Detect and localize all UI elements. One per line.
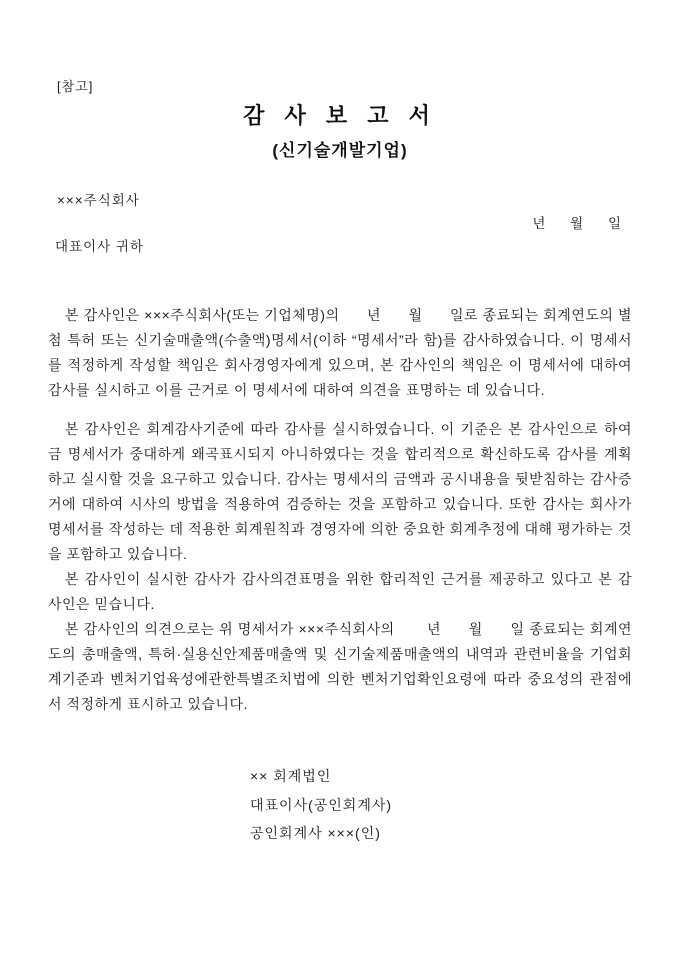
audit-paragraph-basis: 본 감사인이 실시한 감사가 감사의견표명을 위한 합리적인 근거를 제공하고 있다고 본 감사인은 믿습니다. (48, 571, 632, 612)
audit-paragraph-opinion: 본 감사인의 의견으로는 위 명세서가 ×××주식회사의 년 월 일 종료되는 회계연도의 총매출액, 특허·실용신안제품매출액 및 신기술제품매출액의 내역과 관련비율을 기업회계기준과 벤처기업육성에관한특별조치법에 의한 벤처기업확인요령에 따라 중요성의 관점에서 적정하게 표시하고 있습니다. (48, 621, 632, 712)
audit-paragraph-standards: 본 감사인은 회계감사기준에 따라 감사를 실시하였습니다. 이 기준은 본 감사인으로 하여금 명세서가 중대하게 왜곡표시되지 아니하였다는 것을 합리적으로 확신하도록 감사를 계획하고 실시할 것을 요구하고 있습니다. 감사는 명세서의 금액과 공시내용을 뒷받침하는 감사증거에 대하여 시사의 방법을 적용하여 검증하는 것을 포함하고 있습니다. 또한 감사는 회사가 명세서를 작성하는 데 적용한 회계원칙과 경영자에 의한 중요한 회계추정에 대해 평가하는 것을 포함하고 있습니다. (48, 421, 632, 562)
date-line: 년 월 일 (532, 216, 622, 231)
signature-accountant: 공인회계사 ×××(인) (250, 825, 381, 841)
company-name: ×××주식회사 (57, 193, 140, 208)
document-subtitle: (신기술개발기업) (272, 141, 408, 160)
recipient-line: 대표이사 귀하 (55, 239, 144, 254)
audit-paragraph-scope: 본 감사인은 ×××주식회사(또는 기업체명)의 년 월 일로 종료되는 회계연도의 별첨 특허 또는 신기술매출액(수출액)명세서(이하 “명세서”라 함)를 감사하였습니다. 이 명세서를 적정하게 작성할 책임은 회사경영자에게 있으며, 본 감사인의 책임은 이 명세서에 대하여 감사를 실시하고 이를 근거로 이 명세서에 대하여 의견을 표명하는 데 있습니다. (48, 307, 632, 398)
report-body (48, 303, 632, 717)
reference-note: [참고] (57, 79, 94, 94)
document-title: 감 사 보 고 서 (243, 103, 437, 128)
signature-firm: ×× 회계법인 (250, 768, 332, 784)
signature-representative: 대표이사(공인회계사) (250, 796, 393, 813)
signature-block (250, 762, 392, 848)
